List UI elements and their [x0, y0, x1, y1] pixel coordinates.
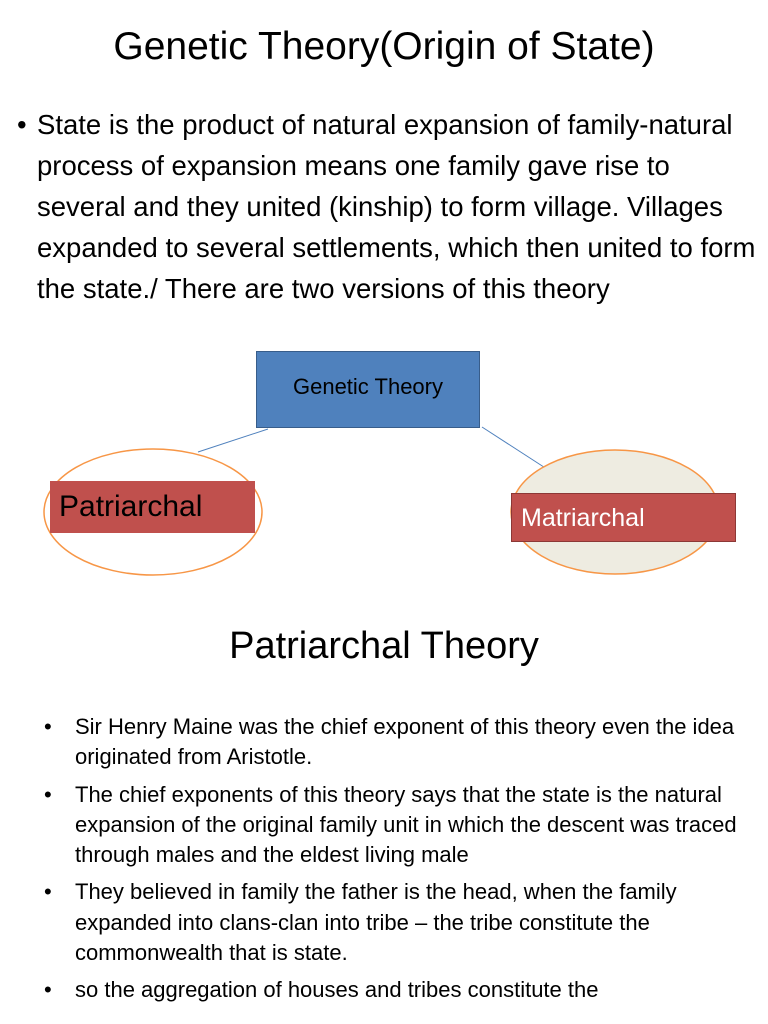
bullet-text: They believed in family the father is the head, when the family expanded into clans-clan into tribe – the tribe constitute the commonwealth that is state.	[75, 879, 677, 966]
connector-left	[198, 429, 268, 452]
bullet-icon: •	[44, 781, 52, 807]
genetic-theory-box: Genetic Theory	[256, 351, 480, 428]
bullet-icon: •	[44, 879, 52, 905]
bullet-icon: •	[44, 714, 52, 739]
bullet-text: State is the product of natural expansion of family-natural process of expansion means one family gave rise to several and they united (kinship) to form village. Villages expanded to several settlements, which then united to form the state./ There are two versions of this theory	[37, 109, 756, 304]
bullet-icon: •	[17, 109, 27, 140]
slide-patriarchal-theory	[0, 600, 768, 1024]
bullet-text: Sir Henry Maine was the chief exponent of this theory even the idea originated from Aristotle.	[75, 714, 735, 770]
slide-title: Patriarchal Theory	[229, 625, 539, 667]
list-item	[44, 712, 744, 773]
bullet-text: The chief exponents of this theory says that the state is the natural expansion of the original family unit in which the descent was traced through males and the eldest living male	[75, 781, 737, 868]
patriarchal-box: Patriarchal	[50, 481, 255, 533]
matriarchal-box: Matriarchal	[511, 493, 736, 542]
bullet-text: so the aggregation of houses and tribes constitute the	[75, 977, 599, 1003]
connector-right	[482, 427, 550, 471]
slide-title: Genetic Theory(Origin of State)	[113, 25, 655, 68]
list-item	[44, 877, 744, 968]
bullet-list	[44, 712, 744, 1013]
list-item	[44, 975, 744, 1005]
bullet-icon: •	[44, 977, 52, 1003]
list-item	[44, 780, 744, 871]
